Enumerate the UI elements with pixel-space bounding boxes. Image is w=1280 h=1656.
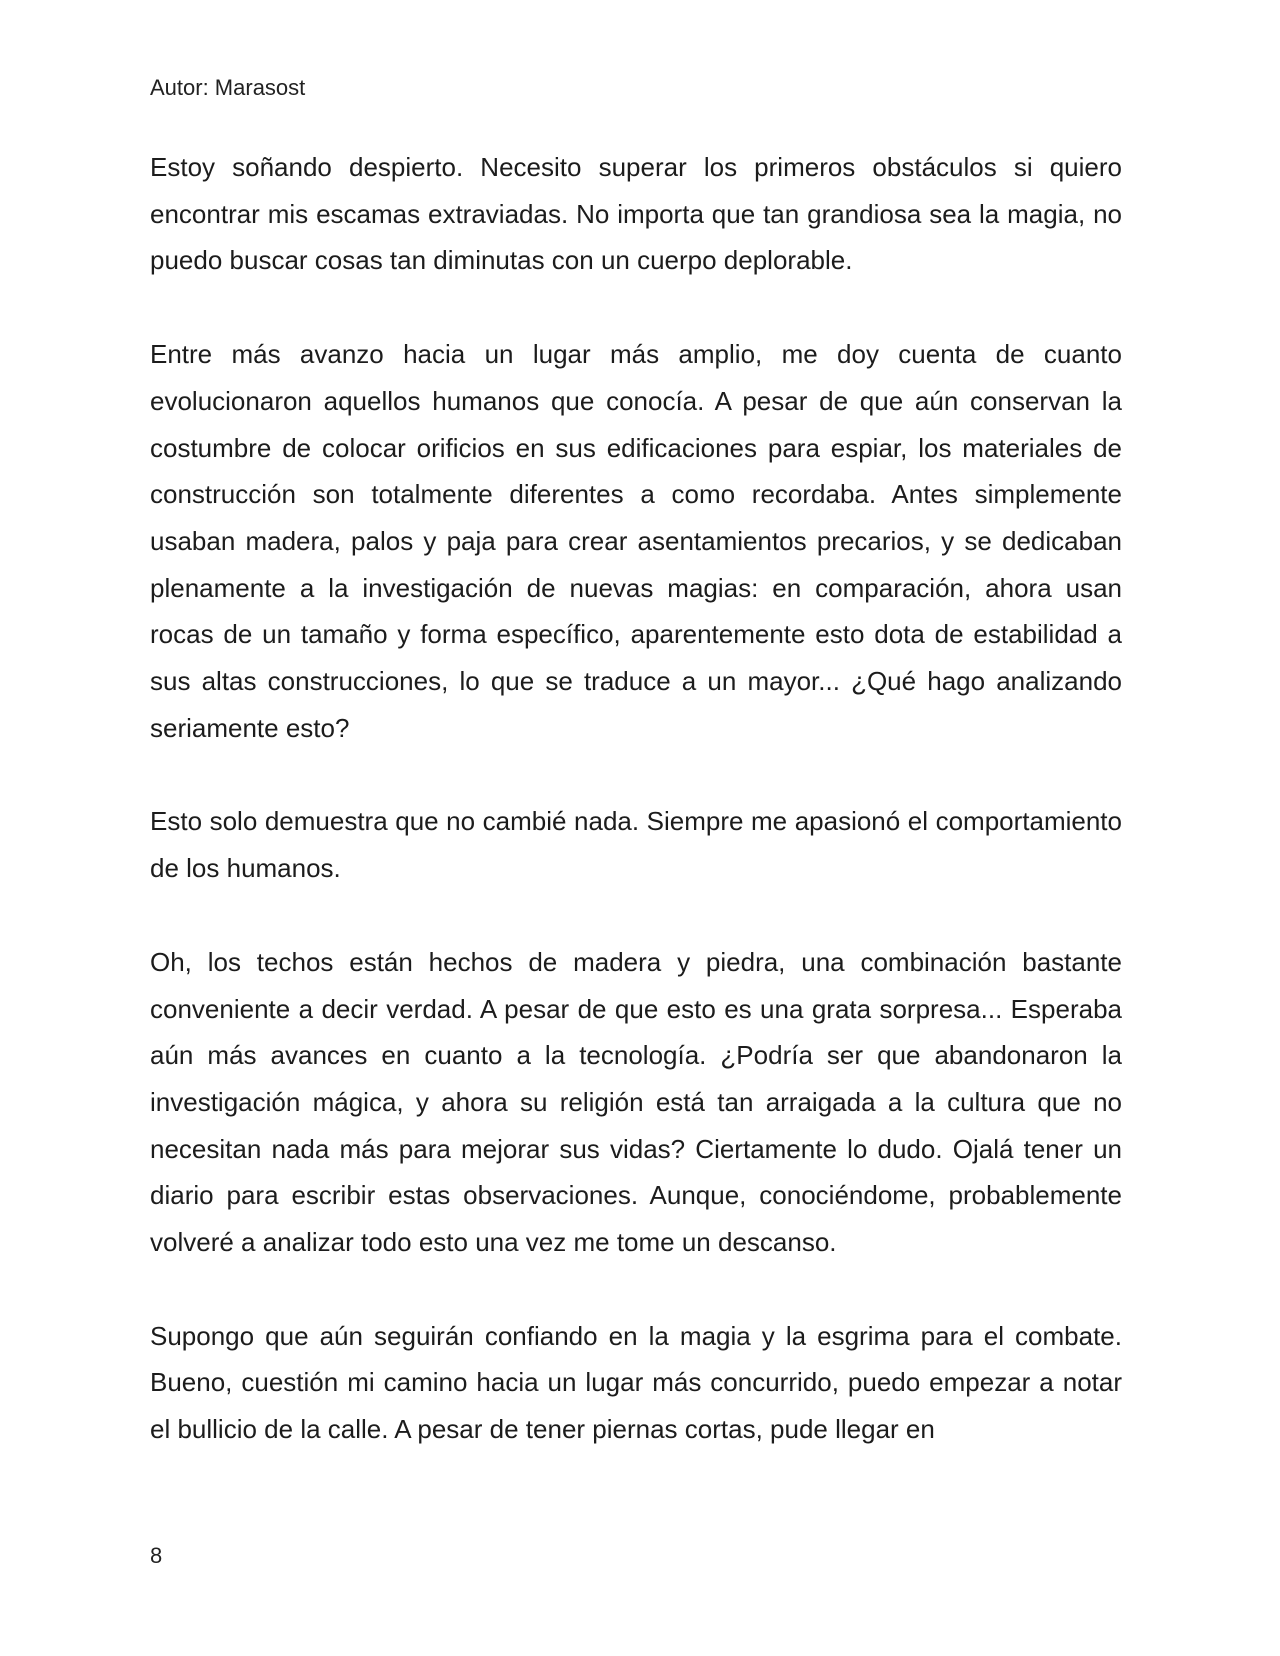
paragraph-2: Entre más avanzo hacia un lugar más amplio, me doy cuenta de cuanto evolucionaron aquellos humanos que conocía. A pesar de que aún conservan la costumbre de colocar orificios en sus edificaciones para espiar, los materiales de construcción son totalmente diferentes a como recordaba. Antes simplemente usaban madera, palos y paja para crear asentamientos precarios, y se dedicaban plenamente a la investigación de nuevas magias: en comparación, ahora usan rocas de un tamaño y forma específico, aparentemente esto dota de estabilidad a sus altas construcciones, lo que se traduce a un mayor... ¿Qué hago analizando seriamente esto?: [150, 339, 1122, 743]
author-header: Autor: Marasost: [150, 75, 306, 100]
paragraph-4: Oh, los techos están hechos de madera y piedra, una combinación bastante conveniente a decir verdad. A pesar de que esto es una grata sorpresa... Esperaba aún más avances en cuanto a la tecnología. ¿Podría ser que abandonaron la investigación mágica, y ahora su religión está tan arraigada a la cultura que no necesitan nada más para mejorar sus vidas? Ciertamente lo dudo. Ojalá tener un diario para escribir estas observaciones. Aunque, conociéndome, probablemente volveré a analizar todo esto una vez me tome un descanso.: [150, 946, 1122, 1258]
paragraph-1: Estoy soñando despierto. Necesito superar los primeros obstáculos si quiero encontrar mis escamas extraviadas. No importa que tan grandiosa sea la magia, no puedo buscar cosas tan diminutas con un cuerpo deplorable.: [150, 152, 1122, 276]
paragraph-5: Supongo que aún seguirán confiando en la magia y la esgrima para el combate. Bueno, cuestión mi camino hacia un lugar más concurrido, puedo empezar a notar el bullicio de la calle. A pesar de tener piernas cortas, pude llegar en: [150, 1320, 1122, 1445]
paragraph-3: Esto solo demuestra que no cambié nada. Siempre me apasionó el comportamiento de los humanos.: [150, 806, 1122, 884]
page-number: 8: [150, 1543, 163, 1568]
body-text: [150, 144, 1122, 1453]
